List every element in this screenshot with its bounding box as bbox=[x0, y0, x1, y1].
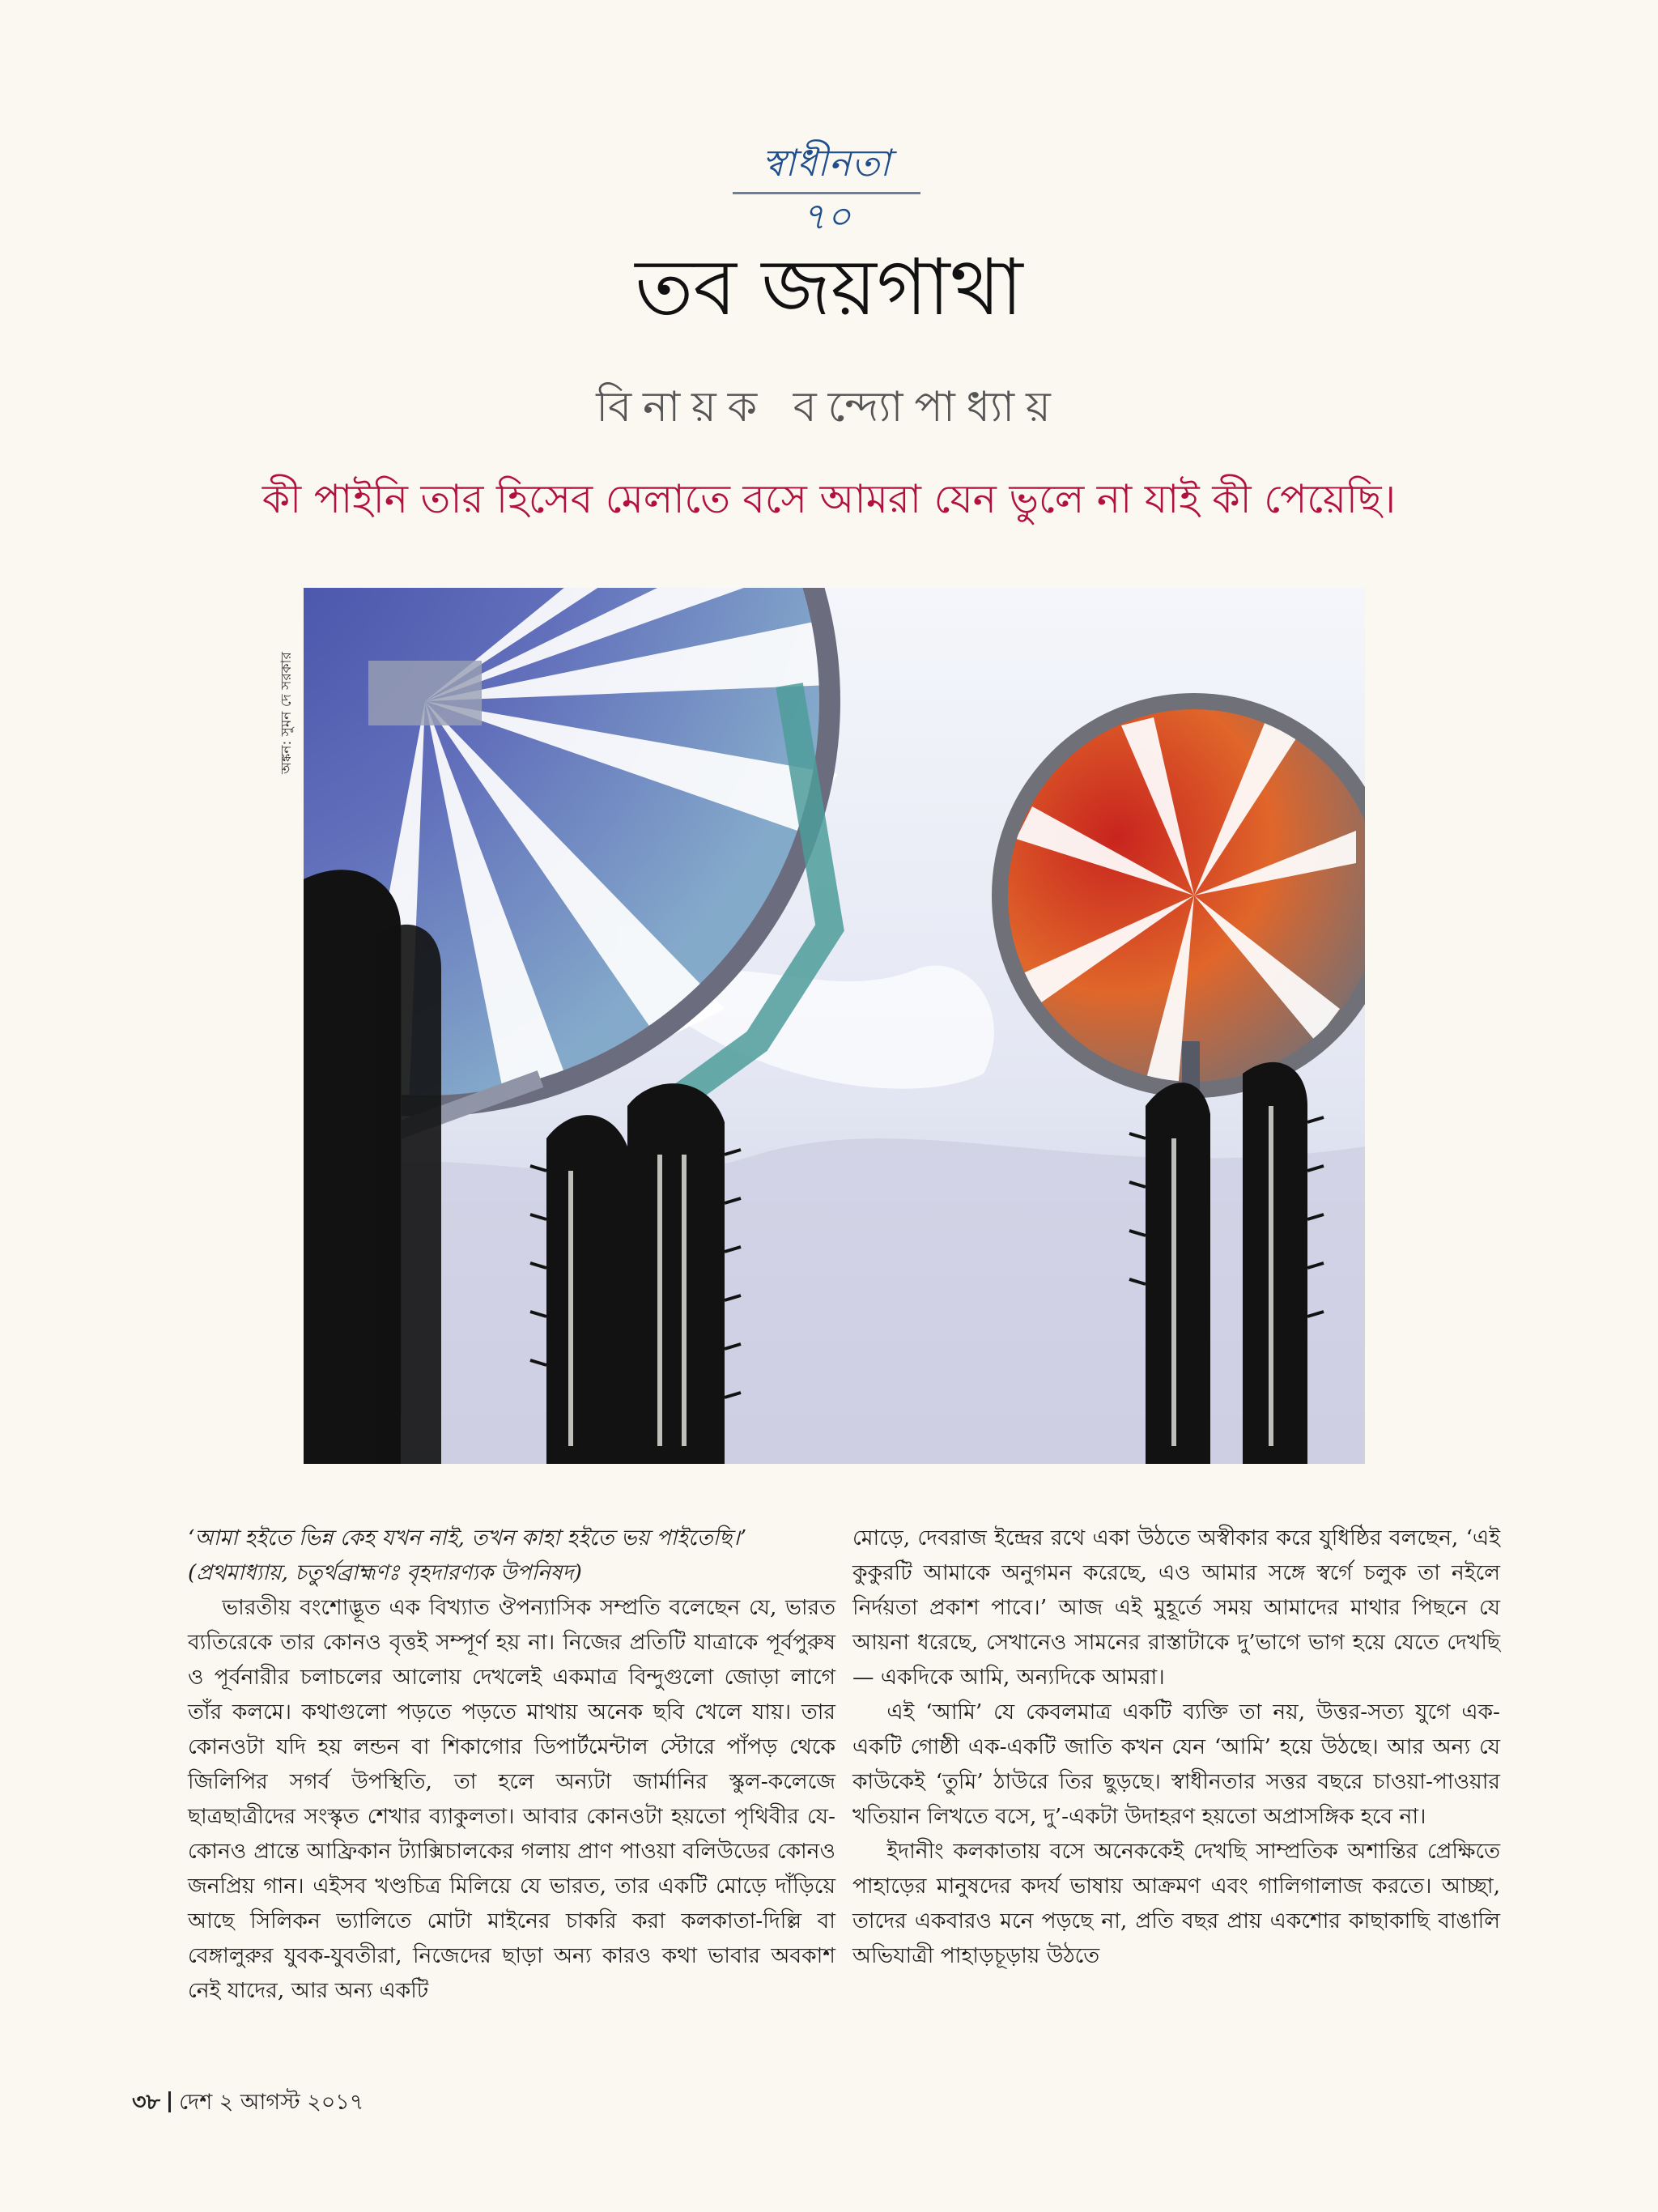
body-paragraph: এই ‘আমি’ যে কেবলমাত্র একটি ব্যক্তি তা নয়, উত্তর-সত্য যুগে এক-একটি গোষ্ঠী এক-একটি জাতি কখন যেন ‘আমি’ হয়ে উঠছে। আর অন্য যে কাউকেই ‘তুমি’ ঠাউরে তির ছুড়ছে। স্বাধীনতার সত্তর বছরে চাওয়া-পাওয়ার খতিয়ান লিখতে বসে, দু’-একটা উদাহরণ হয়তো অপ্রাসঙ্গিক হবে না। bbox=[852, 1699, 1500, 1829]
article-column-right bbox=[852, 1521, 1500, 1973]
epigraph-quote: ‘আমা হইতে ভিন্ন কেহ যখন নাই, তখন কাহা হইতে ভয় পাইতেছি।’ bbox=[188, 1525, 747, 1551]
body-paragraph: ভারতীয় বংশোদ্ভূত এক বিখ্যাত ঔপন্যাসিক সম্প্রতি বলেছেন যে, ভারত ব্যতিরেকে তার কোনও বৃত্তই সম্পূর্ণ হয় না। নিজের প্রতিটি যাত্রাকে পূর্বপুরুষ ও পূর্বনারীর চলাচলের আলোয় দেখলেই একমাত্র বিন্দুগুলো জোড়া লাগে তাঁর কলমে। কথাগুলো পড়তে পড়তে মাথায় অনেক ছবি খেলে যায়। তার কোনওটা যদি হয় লন্ডন বা শিকাগোর ডিপার্টমেন্টাল স্টোরে পাঁপড় থেকে জিলিপির সগর্ব উপস্থিতি, তা হলে অন্যটা জার্মানির স্কুল-কলেজে ছাত্রছাত্রীদের সংস্কৃত শেখার ব্যাকুলতা। আবার কোনওটা হয়তো পৃথিবীর যে-কোনও প্রান্তে আফ্রিকান ট্যাক্সিচালকের গলায় প্রাণ পাওয়া বলিউডের কোনও জনপ্রিয় গান। এইসব খণ্ডচিত্র মিলিয়ে যে ভারত, তার একটি মোড়ে দাঁড়িয়ে আছে সিলিকন ভ্যালিতে মোটা মাইনের চাকরি করা কলকাতা-দিল্লি বা বেঙ্গালুরুর যুবক-যুবতীরা, নিজেদের ছাড়া অন্য কারও কথা ভাবার অবকাশ নেই যাদের, আর অন্য একটি bbox=[188, 1595, 835, 2003]
series-logo-underline bbox=[733, 192, 920, 194]
page-number: ৩৮ bbox=[132, 2090, 161, 2115]
issue-info: দেশ ২ আগস্ট ২০১৭ bbox=[179, 2090, 364, 2115]
illustration-credit: অঙ্কন: সুমন দে সরকার bbox=[278, 652, 295, 774]
series-logo-text: স্বাধীনতা ৭০ bbox=[762, 141, 891, 238]
tagline: কী পাইনি তার হিসেব মেলাতে বসে আমরা যেন ভুলে না যাই কী পেয়েছি। bbox=[261, 476, 1397, 522]
article-column-left bbox=[188, 1521, 835, 2008]
epigraph-source: (প্রথমাধ্যায়, চতুর্থব্রাহ্মণঃ বৃহদারণ্যক উপনিষদ) bbox=[188, 1560, 582, 1585]
page-footer bbox=[132, 2087, 363, 2119]
body-paragraph: ইদানীং কলকাতায় বসে অনেককেই দেখছি সাম্প্রতিক অশান্তির প্রেক্ষিতে পাহাড়ের মানুষদের কদর্য ভাষায় আক্রমণ এবং গালিগালাজ করতে। আচ্ছা, তাদের একবারও মনে পড়ছে না, প্রতি বছর প্রায় একশোর কাছাকাছি বাঙালি অভিযাত্রী পাহাড়চূড়ায় উঠতে bbox=[852, 1839, 1500, 1968]
footer-divider bbox=[168, 2091, 171, 2112]
author-byline: বিনায়ক বন্দ্যোপাধ্যায় bbox=[596, 383, 1062, 432]
article-title: তব জয়গাথা bbox=[635, 242, 1023, 333]
windmill-cactus-illustration bbox=[304, 588, 1365, 1464]
series-logo bbox=[733, 136, 920, 238]
body-paragraph: মোড়ে, দেবরাজ ইন্দ্রের রথে একা উঠতে অস্বীকার করে যুধিষ্ঠির বলছেন, ‘এই কুকুরটি আমাকে অনুগমন করেছে, এও আমার সঙ্গে স্বর্গে চলুক তা নইলে নির্দয়তা প্রকাশ পাবে।’ আজ এই মুহূর্তে সময় আমাদের মাথার পিছনে যে আয়না ধরেছে, সেখানেও সামনের রাস্তাটাকে দু’ভাগে ভাগ হয়ে যেতে দেখছি— একদিকে আমি, অন্যদিকে আমরা। bbox=[852, 1525, 1500, 1690]
